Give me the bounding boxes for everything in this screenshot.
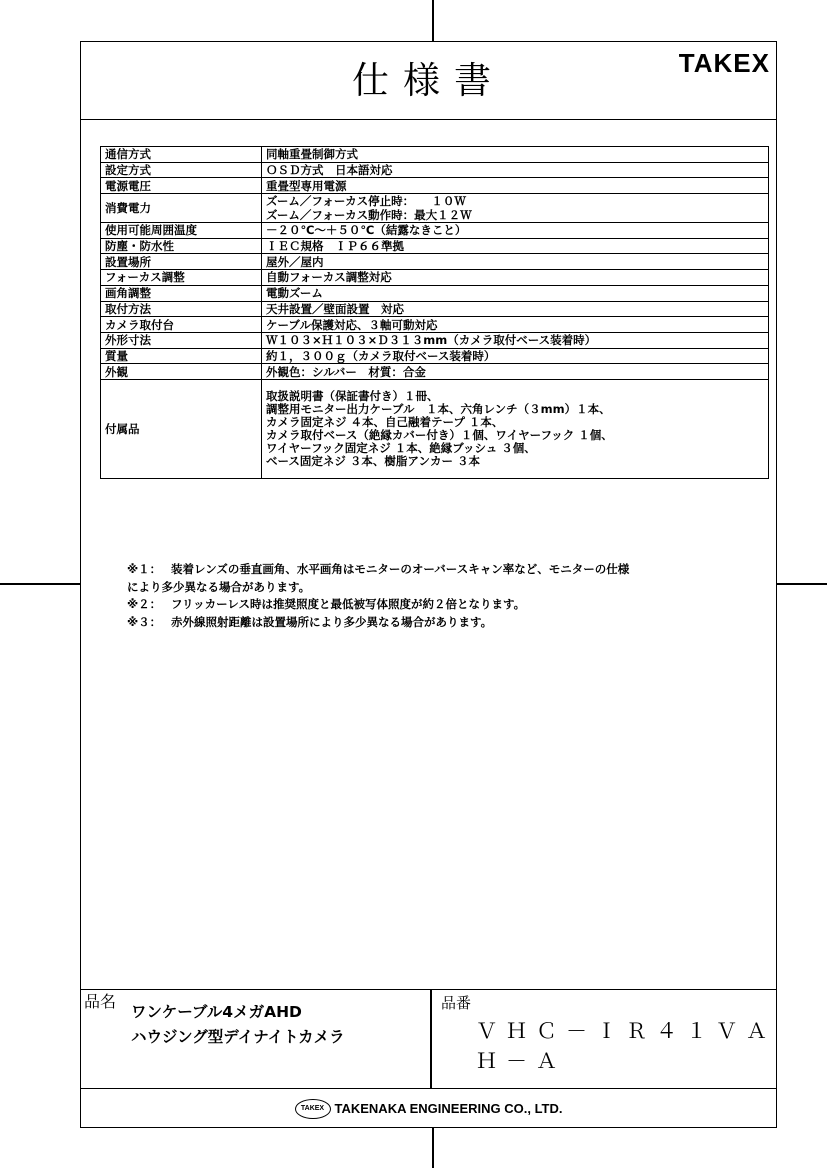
spec-row [101,317,769,333]
spec-value-line: －２０℃～＋５０℃（結露なきこと） [266,223,467,238]
spec-row [101,379,769,478]
spec-value [262,317,769,333]
spec-row [101,194,769,223]
spec-value [262,254,769,270]
spec-row [101,223,769,239]
spec-value-line: カメラ取付ベース（絶縁カバー付き）１個、ワイヤーフック １個、 [266,427,613,442]
spec-row [101,285,769,301]
spec-value-line: カメラ固定ネジ ４本、自己融着テープ １本、 [266,414,504,429]
spec-value-line: 約１，３００ｇ（カメラ取付ベース装着時） [266,348,496,363]
spec-label: フォーカス調整 [101,270,262,286]
spec-row [101,348,769,364]
spec-value-line: 調整用モニター出力ケーブル １本、六角レンチ（３mm）１本、 [266,401,611,416]
footer-divider [430,990,432,1088]
spec-row [101,270,769,286]
spec-value [262,301,769,317]
spec-row [101,147,769,163]
spec-label: 電源電圧 [101,178,262,194]
spec-value-line: 外観色：シルバー 材質：合金 [266,364,426,379]
notes [127,561,629,631]
spec-value-line: 屋外／屋内 [266,254,324,269]
spec-value-line: 取扱説明書（保証書付き）１冊、 [266,388,439,403]
spec-row [101,178,769,194]
note [127,596,629,614]
company-badge-icon: TAKEX [295,1099,331,1119]
spec-row [101,364,769,380]
note-index: ※１： [127,562,162,576]
company-name: TAKENAKA ENGINEERING CO., LTD. [334,1101,563,1116]
footer [81,989,776,1089]
product-name-line: ハウジング型デイナイトカメラ [131,1028,345,1046]
right-fold-mark [777,583,827,585]
spec-value-line: ベース固定ネジ ３本、樹脂アンカー ３本 [266,453,480,468]
spec-value [262,194,769,223]
spec-label: 設定方式 [101,162,262,178]
spec-value [262,364,769,380]
spec-value-line: ワイヤーフック固定ネジ １本、絶縁ブッシュ ３個、 [266,440,536,455]
spec-label: 質量 [101,348,262,364]
company-line [81,1090,776,1128]
spec-value-line: ＯＳＤ方式 日本語対応 [266,163,393,178]
product-name-label: 品名 [84,992,117,1011]
product-name-line: ワンケーブル4メガAHD [131,1003,302,1021]
spec-row [101,238,769,254]
top-fold-mark [432,0,434,41]
left-fold-mark [0,583,80,585]
product-name [131,1000,345,1050]
spec-value-line: ズーム／フォーカス動作時：最大１２Ｗ [266,208,472,223]
spec-label: 通信方式 [101,147,262,163]
note-text: 赤外線照射距離は設置場所により多少異なる場合があります。 [171,614,493,629]
product-number-label: 品番 [441,994,472,1012]
spec-value [262,285,769,301]
spec-value [262,162,769,178]
spec-label: 設置場所 [101,254,262,270]
spec-value [262,332,769,348]
spec-value-line: 自動フォーカス調整対応 [266,270,392,285]
spec-label: 取付方法 [101,301,262,317]
header [81,42,776,120]
spec-value-line: Ｗ１０３×Ｈ１０３×Ｄ３１３mm（カメラ取付ベース装着時） [266,333,597,348]
product-number: ＶＨＣ－ＩＲ４１ＶＡＨ－Ａ [476,1019,776,1073]
spec-value [262,223,769,239]
spec-label: 画角調整 [101,285,262,301]
spec-row [101,301,769,317]
note-text: 装着レンズの垂直画角、水平画角はモニターのオーバースキャン率など、モニターの仕様 [171,562,630,576]
spec-value-line: ＩＥＣ規格 ＩＰ６６準拠 [266,239,404,254]
spec-label: 外観 [101,364,262,380]
spec-table [100,146,769,479]
spec-label: 使用可能周囲温度 [101,223,262,239]
spec-value-line: 同軸重畳制御方式 [266,147,358,162]
spec-row [101,254,769,270]
note-text: フリッカーレス時は推奨照度と最低被写体照度が約２倍となります。 [171,597,526,611]
spec-label: 消費電力 [101,194,262,223]
spec-value-line: 電動ズーム [266,286,323,301]
note [127,561,629,579]
spec-value-line: ケーブル保護対応、３軸可動対応 [266,317,438,332]
spec-value [262,270,769,286]
spec-value-line: 重畳型専用電源 [266,178,347,193]
spec-label: 外形寸法 [101,332,262,348]
spec-value-line: ズーム／フォーカス停止時： １０Ｗ [266,194,466,209]
spec-label: カメラ取付台 [101,317,262,333]
spec-sheet-frame [80,41,777,1128]
note-continuation: により多少異なる場合があります。 [127,579,311,594]
spec-label: 防塵・防水性 [101,238,262,254]
spec-row [101,162,769,178]
spec-value [262,178,769,194]
spec-row [101,332,769,348]
spec-label: 付属品 [101,379,262,478]
note [127,614,629,632]
brand-logo: TAKEX [678,48,770,78]
spec-value [262,238,769,254]
note-index: ※３： [127,614,162,629]
spec-value-line: 天井設置／壁面設置 対応 [266,301,404,316]
bottom-fold-mark [432,1128,434,1168]
spec-value [262,147,769,163]
page-title: 仕様書 [352,59,505,102]
spec-value [262,348,769,364]
spec-value [262,379,769,478]
note-index: ※２： [127,597,162,611]
